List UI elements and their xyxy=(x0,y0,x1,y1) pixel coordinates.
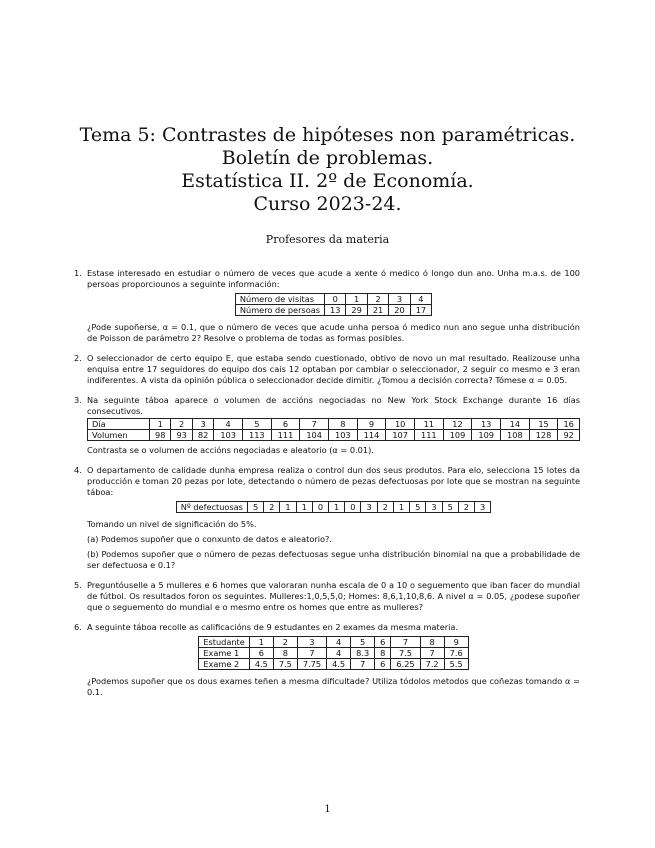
problem-1 xyxy=(74,268,580,344)
table-cell: 7 xyxy=(297,648,326,659)
table-cell: 2 xyxy=(458,502,474,513)
visits-table xyxy=(235,293,432,316)
table-cell: 9 xyxy=(357,419,386,430)
table-cell: 21 xyxy=(367,305,388,316)
table-cell: 4.5 xyxy=(249,659,273,670)
table-cell: 2 xyxy=(171,419,192,430)
table-cell: 109 xyxy=(443,430,472,441)
problem-number: 2. xyxy=(74,353,82,363)
table-cell: 4 xyxy=(214,419,243,430)
table-cell: 7.5 xyxy=(273,659,297,670)
table-cell: 98 xyxy=(150,430,171,441)
table-cell: 82 xyxy=(192,430,213,441)
problem-part-a: (a) Podemos supoñer que o conxunto de datos e aleatorio?. xyxy=(87,534,332,544)
title-block xyxy=(0,124,655,216)
title-line-3: Estatística II. 2º de Economía. xyxy=(181,170,474,192)
table-cell: 8 xyxy=(375,648,391,659)
table-cell: 6 xyxy=(375,637,391,648)
title-line-1: Tema 5: Contrastes de hipóteses non paramétricas. xyxy=(79,124,576,146)
table-cell: 111 xyxy=(415,430,444,441)
table-cell: 4.5 xyxy=(327,659,351,670)
problem-number: 5. xyxy=(74,580,82,590)
table-row xyxy=(88,430,580,441)
table-cell: 2 xyxy=(377,502,393,513)
table-cell: 7.6 xyxy=(444,648,468,659)
table-cell: 5.5 xyxy=(444,659,468,670)
table-row xyxy=(235,294,431,305)
table-cell: 4 xyxy=(410,294,431,305)
table-cell: 5 xyxy=(242,419,271,430)
problem-intro: Na seguinte táboa aparece o volumen de accións negociadas no New York Stock Exchange durante 16 días consecutivos. xyxy=(87,395,580,416)
table-cell: 111 xyxy=(271,430,300,441)
table-row xyxy=(199,659,468,670)
title-line-4: Curso 2023-24. xyxy=(253,193,402,215)
table-cell: 3 xyxy=(426,502,442,513)
table-cell: 1 xyxy=(329,502,345,513)
problem-number: 6. xyxy=(74,622,82,632)
row-label: Exame 2 xyxy=(199,659,250,670)
table-cell: 14 xyxy=(501,419,530,430)
problem-text: O seleccionador de certo equipo E, que estaba sendo cuestionado, obtivo de novo un mal resultado. Realizouse unha enquisa entre 17 seguidores do equipo dos cais 12 optaban por cambiar o seleccionador, 2 seguir co mesmo e 3 eran indiferentes. A vista da opinión pública o seleccionador decide dimitir. ¿Tomou a decisión correcta? Tómese α = 0.05. xyxy=(87,353,580,385)
table-cell: 1 xyxy=(249,637,273,648)
table-cell: 7 xyxy=(351,659,375,670)
problem-3 xyxy=(74,395,580,456)
problem-intro: Estase interesado en estudiar o número de veces que acude a xente ó medico ó longo dun ano. Unha m.a.s. de 100 persoas proporciounos a seguinte información: xyxy=(87,268,580,289)
problem-5 xyxy=(74,580,580,613)
table-cell: 10 xyxy=(386,419,415,430)
table-cell: 13 xyxy=(325,305,346,316)
table-cell: 103 xyxy=(214,430,243,441)
problem-6 xyxy=(74,622,580,698)
table-cell: 4 xyxy=(327,648,351,659)
table-cell: 9 xyxy=(444,637,468,648)
table-cell: 6 xyxy=(271,419,300,430)
row-label: Número de visitas xyxy=(235,294,324,305)
table-cell: 8 xyxy=(273,648,297,659)
table-cell: 6.25 xyxy=(391,659,420,670)
table-row xyxy=(235,305,431,316)
table-cell: 6 xyxy=(249,648,273,659)
table-row xyxy=(176,502,490,513)
table-cell: 3 xyxy=(475,502,491,513)
table-cell: 3 xyxy=(389,294,410,305)
table-cell: 3 xyxy=(361,502,377,513)
problem-intro: O departamento de calidade dunha empresa realiza o control dun dos seus produtos. Para elo, selecciona 15 lotes da producción e toman 20 pezas por lote, detectando o número de pezas defectuosas por lote que se mostran na seguinte táboa: xyxy=(87,465,580,497)
row-label: Exame 1 xyxy=(199,648,250,659)
table-cell: 103 xyxy=(328,430,357,441)
table-cell: 6 xyxy=(375,659,391,670)
table-cell: 1 xyxy=(150,419,171,430)
table-cell: 7 xyxy=(420,648,444,659)
table-cell: 93 xyxy=(171,430,192,441)
table-cell: 1 xyxy=(346,294,367,305)
row-label: Volumen xyxy=(88,430,150,441)
table-cell: 108 xyxy=(501,430,530,441)
problem-2 xyxy=(74,353,580,386)
table-cell: 7 xyxy=(300,419,329,430)
table-cell: 0 xyxy=(345,502,361,513)
row-label: Número de persoas xyxy=(235,305,324,316)
problem-list xyxy=(74,268,580,707)
table-row xyxy=(199,637,468,648)
table-cell: 0 xyxy=(325,294,346,305)
volume-table xyxy=(87,418,580,441)
table-cell: 13 xyxy=(472,419,501,430)
table-cell: 107 xyxy=(386,430,415,441)
problem-lead: Tomando un nivel de significación do 5%. xyxy=(87,519,257,529)
table-cell: 7.75 xyxy=(297,659,326,670)
table-cell: 2 xyxy=(264,502,280,513)
table-cell: 16 xyxy=(558,419,580,430)
table-cell: 0 xyxy=(312,502,328,513)
table-cell: 15 xyxy=(529,419,558,430)
table-cell: 8 xyxy=(328,419,357,430)
table-row xyxy=(199,648,468,659)
problem-question: ¿Podemos supoñer que os dous exames teñen a mesma dificultade? Utiliza tódolos metodos que coñezas tomando α = 0.1. xyxy=(87,676,580,697)
page-number: 1 xyxy=(324,804,331,815)
problem-text: Preguntóuselle a 5 mulleres e 6 homes que valoraran nunha escala de 0 a 10 o seguemento que iban facer do mundial de fútbol. Os resultados foron os seguintes. Mulleres:1,0,5,5,0; Homes: 8,6,1,10,8,6. A nivel α = 0.05, ¿podese supoñer que o seguemento do mundial e o mesmo entre os homes que entre as mulleres? xyxy=(87,580,580,612)
table-cell: 7.2 xyxy=(420,659,444,670)
table-cell: 1 xyxy=(280,502,296,513)
table-cell: 109 xyxy=(472,430,501,441)
table-cell: 5 xyxy=(351,637,375,648)
table-cell: 20 xyxy=(389,305,410,316)
row-label: Nº defectuosas xyxy=(176,502,247,513)
table-cell: 8.3 xyxy=(351,648,375,659)
table-cell: 1 xyxy=(393,502,409,513)
grades-table xyxy=(198,636,468,670)
table-cell: 3 xyxy=(297,637,326,648)
table-cell: 29 xyxy=(346,305,367,316)
authors: Profesores da materia xyxy=(265,233,390,246)
table-cell: 128 xyxy=(529,430,558,441)
problem-number: 3. xyxy=(74,395,82,405)
table-cell: 7 xyxy=(391,637,420,648)
problem-question: Contrasta se o volumen de accións negociadas e aleatorio (α = 0.01). xyxy=(87,445,374,455)
row-label: Estudante xyxy=(199,637,250,648)
table-cell: 114 xyxy=(357,430,386,441)
table-cell: 5 xyxy=(442,502,458,513)
table-cell: 92 xyxy=(558,430,580,441)
table-cell: 1 xyxy=(296,502,312,513)
problem-question: ¿Pode supoñerse, α = 0.1, que o número de veces que acude unha persoa ó medico nun ano segue unha distribución de Poisson de parámetro 2? Resolve o problema de todas as formas posibles. xyxy=(87,322,580,343)
table-cell: 8 xyxy=(420,637,444,648)
table-row xyxy=(88,419,580,430)
table-cell: 17 xyxy=(410,305,431,316)
problem-number: 1. xyxy=(74,268,82,278)
title-line-2: Boletín de problemas. xyxy=(221,147,434,169)
table-cell: 5 xyxy=(410,502,426,513)
problem-part-b: (b) Podemos supoñer que o número de pezas defectuosas segue unha distribución binomial na que a probabilidade de ser defectuosa e 0.1? xyxy=(87,549,580,570)
table-cell: 7.5 xyxy=(391,648,420,659)
table-cell: 3 xyxy=(192,419,213,430)
table-cell: 11 xyxy=(415,419,444,430)
problem-number: 4. xyxy=(74,465,82,475)
row-label: Día xyxy=(88,419,150,430)
table-cell: 2 xyxy=(273,637,297,648)
problem-4 xyxy=(74,465,580,571)
table-cell: 4 xyxy=(327,637,351,648)
problem-intro: A seguinte táboa recolle as calificacións de 9 estudantes en 2 exames da mesma materia. xyxy=(87,622,458,632)
table-cell: 12 xyxy=(443,419,472,430)
table-cell: 104 xyxy=(300,430,329,441)
table-cell: 5 xyxy=(247,502,263,513)
defects-table xyxy=(176,501,491,513)
table-cell: 2 xyxy=(367,294,388,305)
table-cell: 113 xyxy=(242,430,271,441)
